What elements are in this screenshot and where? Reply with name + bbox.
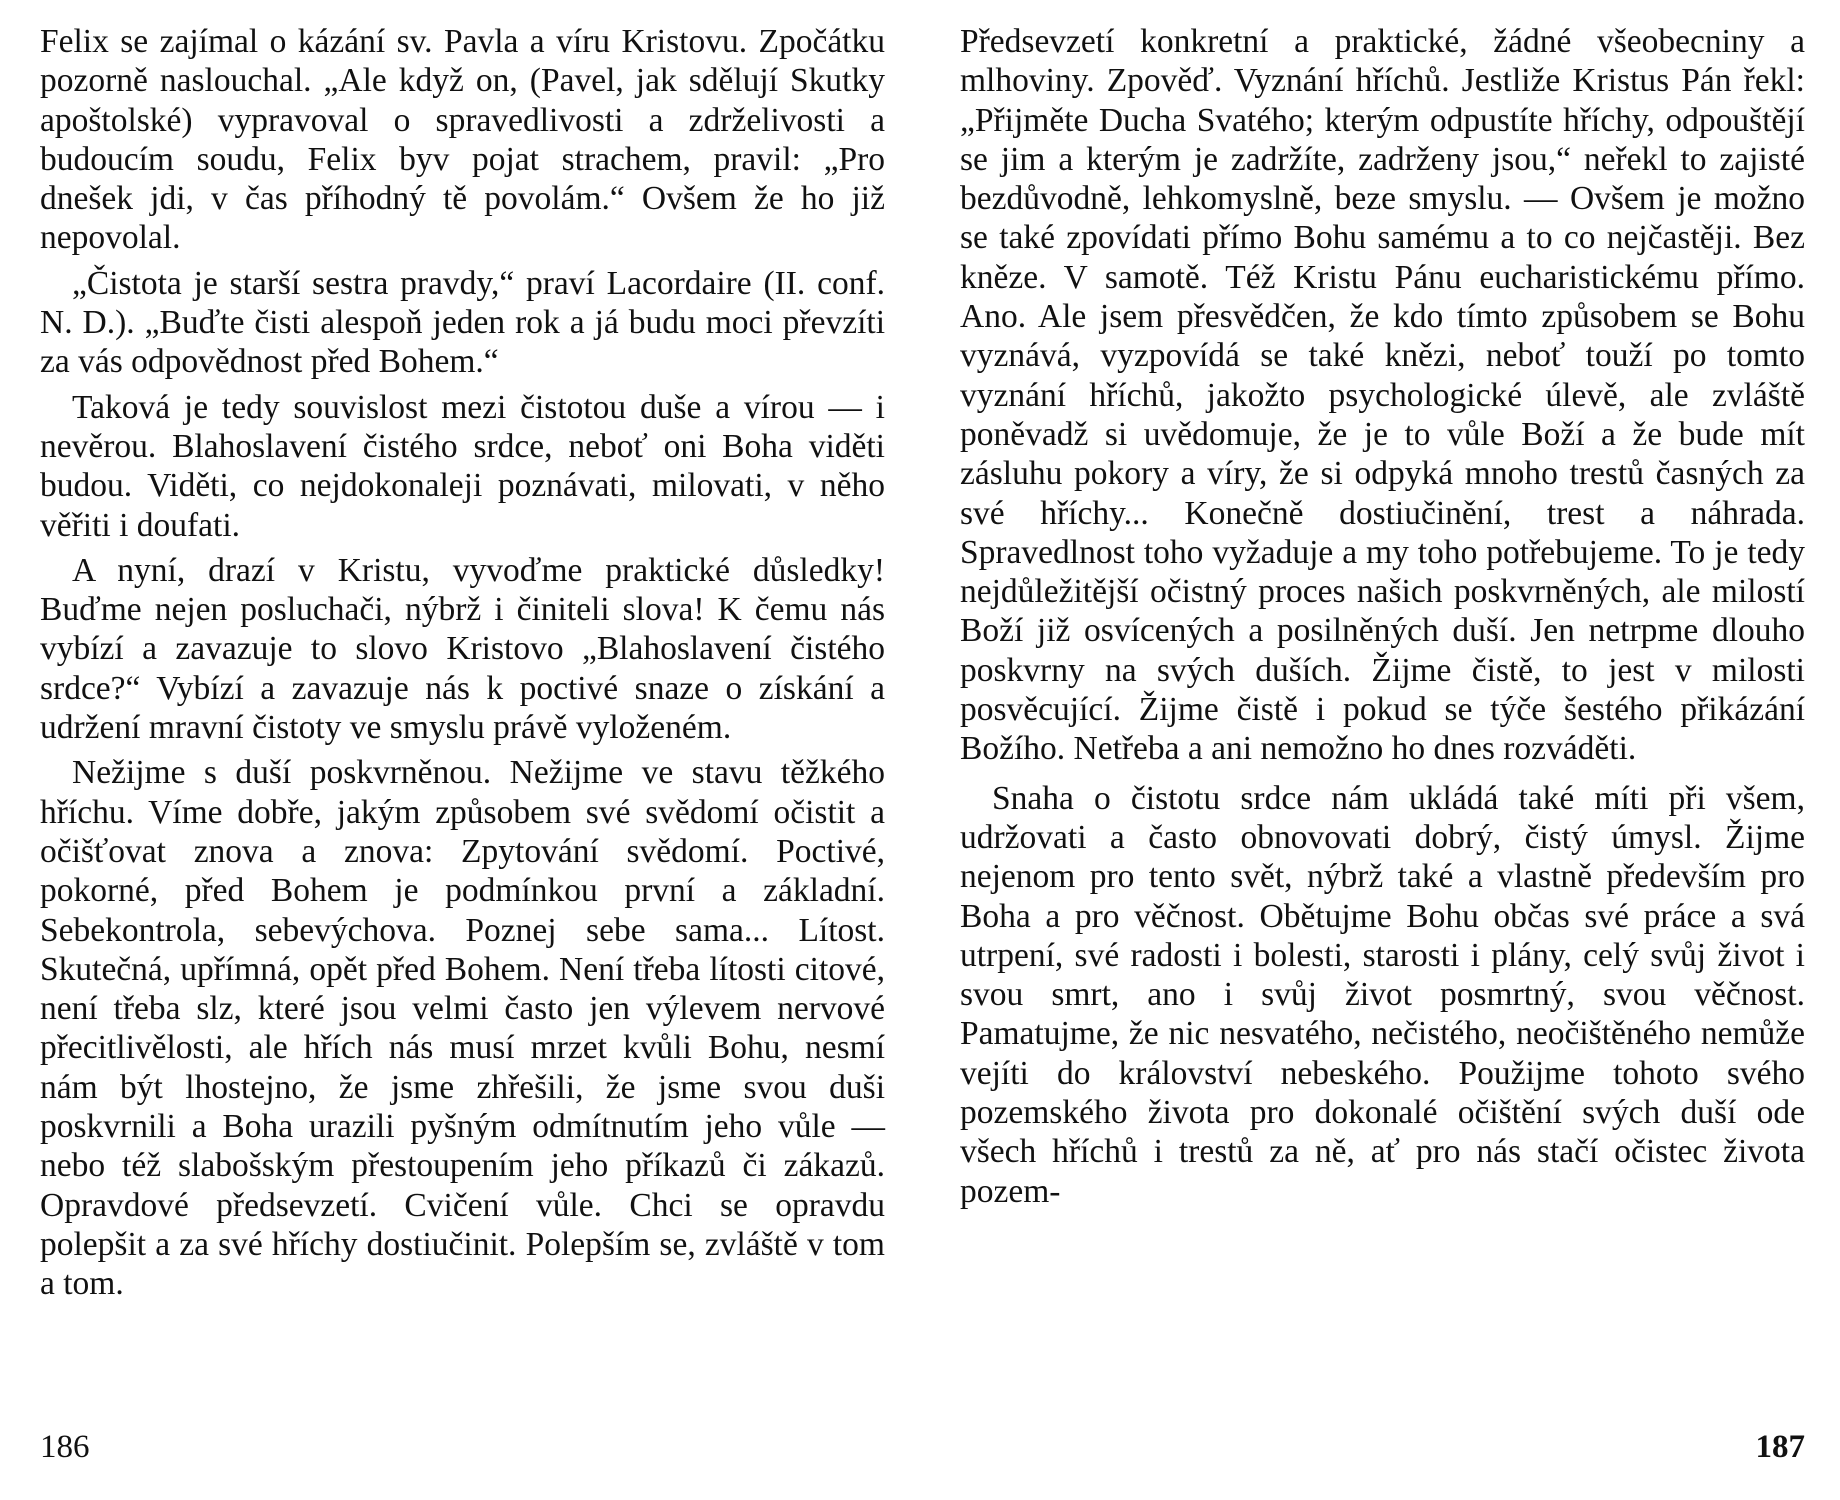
right-page-text [960,22,1805,1217]
left-page-number: 186 [40,1429,90,1465]
left-paragraph-2: „Čistota je starší sestra pravdy,“ praví Lacordaire (II. conf. N. D.). „Buďte čisti alespoň jeden rok a já budu moci převzíti za vás odpovědnost před Bohem.“ [40,264,885,381]
right-page-number: 187 [1755,1429,1805,1465]
left-paragraph-4: A nyní, drazí v Kristu, vyvoďme praktické důsledky! Buďme nejen posluchači, nýbrž i činiteli slova! K čemu nás vybízí a zavazuje to slovo Kristovo „Blahoslavení čistého srdce?“ Vybízí a zavazuje nás k poctivé snaze o získání a udržení mravní čistoty ve smyslu právě vyloženém. [40,551,885,747]
left-page [40,22,885,1482]
right-paragraph-2: Snaha o čistotu srdce nám ukládá také míti při všem, udržovati a často obnovovati dobrý, čistý úmysl. Žijme nejenom pro tento svět, nýbrž také a vlastně především pro Boha a pro věčnost. Obětujme Bohu občas své práce a svá utrpení, své radosti i bolesti, starosti i plány, celý svůj život i svou smrt, ano i svůj život posmrtný, svou věčnost. Pamatujme, že nic nesvatého, nečistého, neočištěného nemůže vejíti do království nebeského. Použijme tohoto svého pozemského života pro dokonalé očištění svých duší ode všech hříchů i trestů za ně, ať pro nás stačí očistec života pozem- [960,779,1805,1210]
left-paragraph-3: Taková je tedy souvislost mezi čistotou duše a vírou — i nevěrou. Blahoslavení čistého srdce, neboť oni Boha viděti budou. Viděti, co nejdokonaleji poznávati, milovati, v něho věřiti i doufati. [40,388,885,544]
left-paragraph-1: Felix se zajímal o kázání sv. Pavla a víru Kristovu. Zpočátku pozorně naslouchal. „Ale když on, (Pavel, jak sdělují Skutky apoštolské) vypravoval o spravedlivosti a zdrželivosti a budoucím soudu, Felix byv pojat strachem, pravil: „Pro dnešek jdi, v čas příhodný tě povolám.“ Ovšem že ho již nepovolal. [40,23,885,257]
left-paragraph-5: Nežijme s duší poskvrněnou. Nežijme ve stavu těžkého hříchu. Víme dobře, jakým způsobem své svědomí očistit a očišťovat znova a znova: Zpytování svědomí. Poctivé, pokorné, před Bohem je podmínkou první a základní. Sebekontrola, sebevýchova. Poznej sebe sama... Lítost. Skutečná, upřímná, opět před Bohem. Není třeba lítosti citové, není třeba slz, které jsou velmi často jen výlevem nervové přecitlivělosti, ale hřích nás musí mrzet kvůli Bohu, nesmí nám být lhostejno, že jsme zhřešili, že jsme svou duši poskvrnili a Boha urazili pyšným odmítnutím jeho vůle — nebo též slabošským přestoupením jeho příkazů či zákazů. Opravdové předsevzetí. Cvičení vůle. Chci se opravdu polepšit a za své hříchy dostiučinit. Polepším se, zvláště v tom a tom. [40,754,885,1303]
right-page [960,22,1805,1482]
right-paragraph-1: Předsevzetí konkretní a praktické, žádné všeobecniny a mlhoviny. Zpověď. Vyznání hříchů. Jestliže Kristus Pán řekl: „Přijměte Ducha Svatého; kterým odpustíte hříchy, odpouštějí se jim a kterým je zadržíte, zadrženy jsou,“ neřekl to zajisté bezdůvodně, lehkomyslně, beze smyslu. — Ovšem je možno se také zpovídati přímo Bohu samému a to co nejčastěji. Bez kněze. V samotě. Též Kristu Pánu eucharistickému přímo. Ano. Ale jsem přesvědčen, že kdo tímto způsobem se Bohu vyznává, vyzpovídá se také knězi, neboť touží po tomto vyznání hříchů, jakožto psychologické úlevě, ale zvláště poněvadž si uvědomuje, že je to vůle Boží a že bude mít zásluhu pokory a víry, že si odpyká mnoho trestů časných za své hříchy... Konečně dostiučinění, trest a náhrada. Spravedlnost toho vyžaduje a my toho potřebujeme. To je tedy nejdůležitější očistný proces našich poskvrněných, ale milostí Boží již osvícených a posilněných duší. Jen netrpme dlouho poskvrny na svých duších. Žijme čistě, to jest v milosti posvěcující. Žijme čistě i pokud se týče šestého přikázání Božího. Netřeba a ani nemožno ho dnes rozváděti. [960,23,1805,768]
left-page-text [40,22,885,1310]
